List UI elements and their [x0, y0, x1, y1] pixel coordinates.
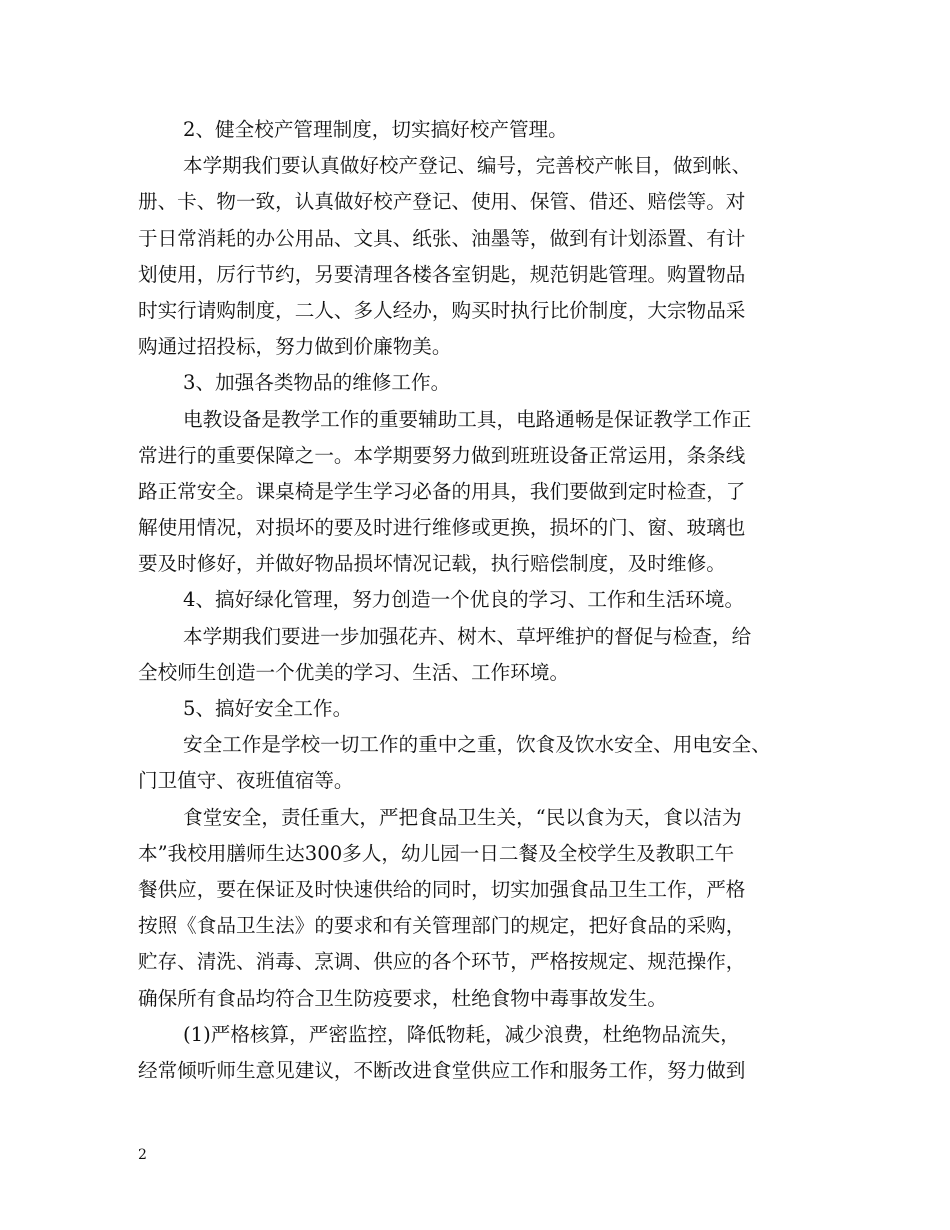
text-line: 餐供应，要在保证及时快速供给的同时，切实加强食品卫生工作，严格	[138, 877, 746, 901]
text-line: 时实行请购制度，二人、多人经办，购买时执行比价制度，大宗物品采	[138, 298, 746, 322]
text-line: 4、搞好绿化管理，努力创造一个优良的学习、工作和生活环境。	[183, 588, 745, 612]
text-line: 本学期我们要认真做好校产登记、编号，完善校产帐目，做到帐、	[183, 154, 752, 178]
text-line: (1)严格核算，严密监控，降低物耗，减少浪费，杜绝物品流失，	[183, 1022, 740, 1046]
text-line: 确保所有食品均符合卫生防疫要求，杜绝食物中毒事故发生。	[138, 986, 668, 1010]
text-line: 门卫值守、夜班值宿等。	[138, 769, 354, 793]
text-line: 5、搞好安全工作。	[183, 697, 353, 720]
text-line: 贮存、清洗、消毒、烹调、供应的各个环节，严格按规定、规范操作，	[138, 950, 746, 974]
text-line: 于日常消耗的办公用品、文具、纸张、油墨等，做到有计划添置、有计	[138, 226, 746, 250]
text-line: 3、加强各类物品的维修工作。	[183, 371, 451, 395]
text-line: 2、健全校产管理制度，切实搞好校产管理。	[183, 118, 568, 141]
page-number: 2	[138, 1147, 147, 1163]
body-text	[138, 112, 828, 1089]
text-line: 要及时修好，并做好物品损坏情况记载，执行赔偿制度，及时维修。	[138, 552, 726, 576]
text-line: 全校师生创造一个优美的学习、生活、工作环境。	[138, 660, 570, 684]
text-line: 常进行的重要保障之一。本学期要努力做到班班设备正常运用，条条线	[138, 443, 746, 467]
text-line: 经常倾听师生意见建议，不断改进食堂供应工作和服务工作，努力做到	[138, 1058, 746, 1082]
text-line: 册、卡、物一致，认真做好校产登记、使用、保管、借还、赔偿等。对	[138, 190, 746, 214]
text-line: 按照《食品卫生法》的要求和有关管理部门的规定，把好食品的采购，	[138, 914, 746, 938]
text-line: 划使用，厉行节约，另要清理各楼各室钥匙，规范钥匙管理。购置物品	[138, 262, 746, 286]
text-line: 本学期我们要进一步加强花卉、树木、草坪维护的督促与检查，给	[183, 624, 752, 648]
text-line: 安全工作是学校一切工作的重中之重，饮食及饮水安全、用电安全、	[183, 733, 771, 757]
text-line: 解使用情况，对损坏的要及时进行维修或更换，损坏的门、窗、玻璃也	[138, 516, 746, 540]
text-line: 本”我校用膳师生达300多人，幼儿园一日二餐及全校学生及教职工午	[138, 841, 735, 865]
text-line: 购通过招投标，努力做到价廉物美。	[138, 335, 452, 359]
text-line: 路正常安全。课桌椅是学生学习必备的用具，我们要做到定时检查，了	[138, 479, 746, 503]
text-line: 食堂安全，责任重大，严把食品卫生关，“民以食为天，食以洁为	[183, 805, 742, 829]
text-line: 电教设备是教学工作的重要辅助工具，电路通畅是保证教学工作正	[183, 407, 752, 431]
